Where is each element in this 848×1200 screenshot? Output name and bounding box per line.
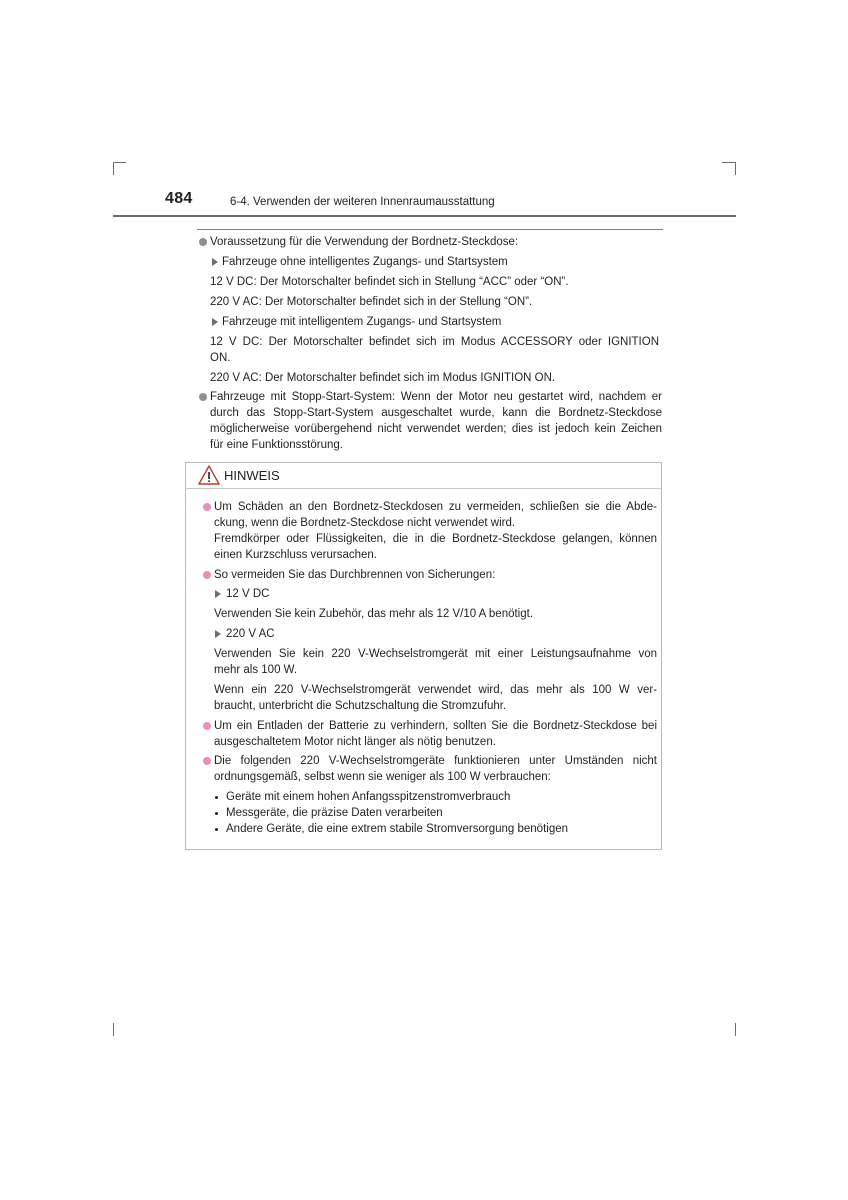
notice-line: ckung, wenn die Bordnetz-Steckdose nicht verwendet wird. bbox=[214, 517, 516, 529]
pink-bullet bbox=[203, 757, 211, 765]
section-title: 6-4. Verwenden der weiteren Innenraumausstattung bbox=[230, 196, 495, 208]
crop-mark-bottom-right bbox=[735, 1023, 736, 1036]
notice-line: Fremdkörper oder Flüssigkeiten, die in die Bordnetz-Steckdose gelangen, können bbox=[214, 533, 657, 545]
subheading-line: Fahrzeuge mit intelligentem Zugangs- und Startsystem bbox=[222, 316, 502, 328]
notice-line: ausgeschaltetem Motor nicht länger als nötig benutzen. bbox=[214, 736, 496, 748]
list-item: Andere Geräte, die eine extrem stabile Stromversorgung benötigen bbox=[226, 823, 569, 835]
paragraph-line: durch das Stopp-Start-System ausgeschaltet wurde, kann die Bordnetz-Steckdose bbox=[210, 407, 662, 419]
subheading-line: Fahrzeuge ohne intelligentes Zugangs- und Startsystem bbox=[222, 256, 508, 268]
notice-line: So vermeiden Sie das Durchbrennen von Sicherungen: bbox=[214, 569, 496, 581]
list-bullet-dot bbox=[215, 812, 218, 815]
gray-bullet bbox=[199, 238, 207, 246]
notice-line: Verwenden Sie kein Zubehör, das mehr als 12 V/10 A benötigt. bbox=[214, 608, 534, 620]
content-top-rule bbox=[197, 229, 663, 230]
notice-subheading: 12 V DC bbox=[226, 588, 270, 600]
notice-line: Verwenden Sie kein 220 V-Wechselstromgerät mit einer Leistungsaufnahme von bbox=[214, 648, 657, 660]
paragraph-line: Fahrzeuge mit Stopp-Start-System: Wenn der Motor neu gestartet wird, nachdem er bbox=[210, 391, 662, 403]
arrow-icon bbox=[212, 318, 218, 326]
notice-line: Wenn ein 220 V-Wechselstromgerät verwendet wird, das mehr als 100 W ver- bbox=[214, 684, 657, 696]
paragraph-line: 220 V AC: Der Motorschalter befindet sich im Modus IGNITION ON. bbox=[210, 372, 556, 384]
crop-mark-top-right-h bbox=[722, 162, 735, 163]
notice-line: braucht, unterbricht die Schutzschaltung die Stromzufuhr. bbox=[214, 700, 507, 712]
paragraph-line: 12 V DC: Der Motorschalter befindet sich in Stellung “ACC” oder “ON”. bbox=[210, 276, 569, 288]
paragraph-line: für eine Funktionsstörung. bbox=[210, 439, 343, 451]
list-item: Messgeräte, die präzise Daten verarbeiten bbox=[226, 807, 443, 819]
crop-mark-top-left-v bbox=[113, 162, 114, 175]
list-bullet-dot bbox=[215, 796, 218, 799]
list-bullet-dot bbox=[215, 828, 218, 831]
notice-line: Um Schäden an den Bordnetz-Steckdosen zu vermeiden, schließen sie die Abde- bbox=[214, 501, 657, 513]
arrow-icon bbox=[212, 258, 218, 266]
notice-subheading: 220 V AC bbox=[226, 628, 275, 640]
notice-line: einen Kurzschluss verursachen. bbox=[214, 549, 377, 561]
crop-mark-bottom-left bbox=[113, 1023, 114, 1036]
paragraph-line: Voraussetzung für die Verwendung der Bordnetz-Steckdose: bbox=[210, 236, 519, 248]
arrow-icon bbox=[215, 590, 221, 598]
header-rule bbox=[113, 215, 736, 217]
arrow-icon bbox=[215, 630, 221, 638]
notice-line: mehr als 100 W. bbox=[214, 664, 298, 676]
crop-mark-top-left-h bbox=[113, 162, 126, 163]
paragraph-line: 12 V DC: Der Motorschalter befindet sich im Modus ACCESSORY oder IGNITION bbox=[210, 336, 659, 348]
notice-header-rule bbox=[186, 488, 661, 489]
paragraph-line: möglicherweise vorübergehend nicht verwendet werden; dies ist jedoch kein Zeichen bbox=[210, 423, 662, 435]
paragraph-line: ON. bbox=[210, 352, 231, 364]
notice-line: Die folgenden 220 V-Wechselstromgeräte funktionieren unter Umständen nicht bbox=[214, 755, 657, 767]
page-number: 484 bbox=[165, 190, 193, 207]
warning-triangle-icon bbox=[198, 465, 220, 485]
notice-line: Um ein Entladen der Batterie zu verhindern, sollten Sie die Bordnetz-Steckdose bei bbox=[214, 720, 657, 732]
pink-bullet bbox=[203, 571, 211, 579]
list-item: Geräte mit einem hohen Anfangsspitzenstromverbrauch bbox=[226, 791, 511, 803]
paragraph-line: 220 V AC: Der Motorschalter befindet sich in der Stellung “ON”. bbox=[210, 296, 533, 308]
pink-bullet bbox=[203, 503, 211, 511]
pink-bullet bbox=[203, 722, 211, 730]
notice-title: HINWEIS bbox=[224, 468, 280, 483]
gray-bullet bbox=[199, 393, 207, 401]
notice-line: ordnungsgemäß, selbst wenn sie weniger als 100 W verbrauchen: bbox=[214, 771, 551, 783]
crop-mark-top-right-v bbox=[735, 162, 736, 175]
